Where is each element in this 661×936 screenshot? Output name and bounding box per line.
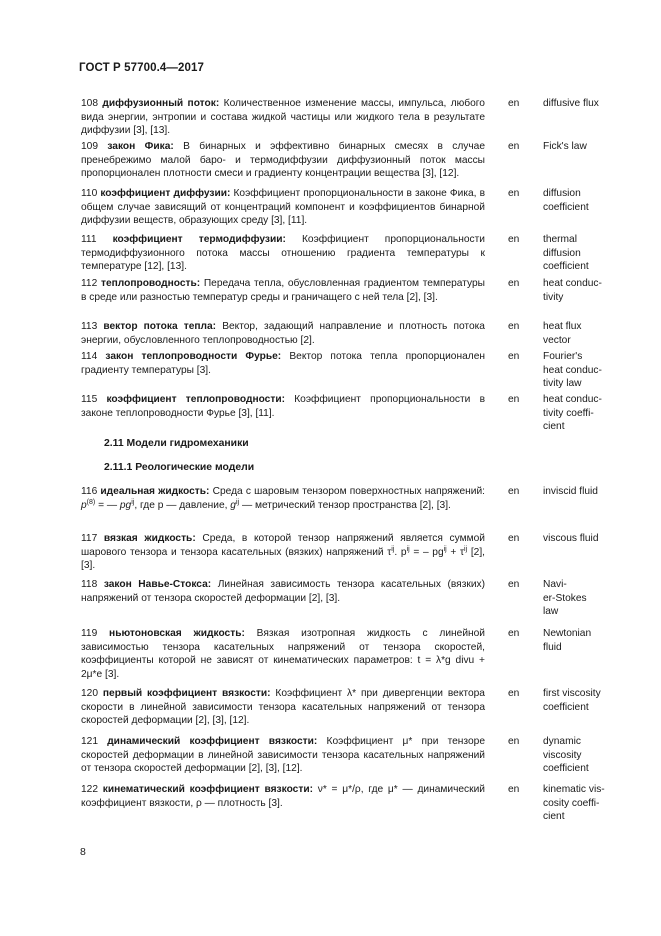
document-header: ГОСТ Р 57700.4—2017 xyxy=(79,62,204,74)
en-term: Fick's law xyxy=(543,141,587,152)
lang-code: en xyxy=(508,188,520,199)
lang-code: en xyxy=(508,688,520,699)
subsection-heading: 2.11.1 Реологические модели xyxy=(104,462,255,473)
lang-code: en xyxy=(508,394,520,405)
entry-117: 117 вязкая жидкость: Среда, в которой тензор напряжений является суммой шарового тензора и тензора касательных (вязких) напряжений $\tau^{ij}$. $p^{ij}$ = – $pg^{ij} + \tau^{ij}$ [2], [3]. xyxy=(81,533,485,572)
lang-code: en xyxy=(508,736,520,747)
lang-code: en xyxy=(508,321,520,332)
lang-code: en xyxy=(508,141,520,152)
entry-120: 120 первый коэффициент вязкости: Коэффициент λ* при дивергенции вектора скорости в линейной зависимости тензора касательных напряжений от тензора скоростей деформации [2], [3], [12]. xyxy=(81,688,485,727)
lang-code: en xyxy=(508,784,520,795)
entry-108: 108 диффузионный поток: Количественное изменение массы, импульса, любого вида энергии, энтропии и состава жидкой частицы или жидкого тела в результате диффузии [3], [13]. xyxy=(81,98,485,137)
lang-code: en xyxy=(508,234,520,245)
entry-109: 109 закон Фика: В бинарных и эффективно бинарных смесях в случае пренебрежимо малой баро- и термодиффузии диффузионный поток массы пропорционален плотности смеси и градиенту концентрации вещества [3], [12]. xyxy=(81,141,485,180)
entry-122: 122 кинематический коэффициент вязкости: ν* = μ*/ρ, где μ* — динамический коэффициент вязкости, ρ — плотность [3]. xyxy=(81,784,485,809)
entry-116: 116 идеальная жидкость: Среда с шаровым тензором поверхностных напряжений: $p^{(8)}$ = — $pg^{ij}$, где p — давление, $g^{ij}$ — метрический тензор пространства [2], [3]. xyxy=(81,486,485,511)
en-term: Newtonian fluid xyxy=(543,628,592,653)
en-term: diffusion coefficient xyxy=(543,188,589,213)
lang-code: en xyxy=(508,351,520,362)
entry-115: 115 коэффициент теплопроводности: Коэффициент пропорциональности в законе теплопроводности Фурье [3], [11]. xyxy=(81,394,485,419)
lang-code: en xyxy=(508,98,520,109)
en-term: heat conduc- tivity coeffi- cient xyxy=(543,394,602,433)
entry-119: 119 ньютоновская жидкость: Вязкая изотропная жидкость с линейной зависимостью тензора касательных напряжений от тензора скоростей, коэффициенты которой не зависят от кинематических параметров: t = λ*g divu + 2μ*e [3]. xyxy=(81,628,485,680)
entry-112: 112 теплопроводность: Передача тепла, обусловленная градиентом температуры в среде или разностью температур среды и граничащего с ней тела [2], [3]. xyxy=(81,278,485,303)
lang-code: en xyxy=(508,579,520,590)
lang-code: en xyxy=(508,486,520,497)
en-term: heat flux vector xyxy=(543,321,582,346)
en-term: dynamic viscosity coefficient xyxy=(543,736,589,775)
entry-113: 113 вектор потока тепла: Вектор, задающий направление и плотность потока энергии, обусловленного теплопроводностью [2]. xyxy=(81,321,485,346)
entry-121: 121 динамический коэффициент вязкости: Коэффициент μ* при тензоре скоростей деформации в линейной зависимости тензора касательных напряжений от тензора скоростей деформации [2], [3], [12]. xyxy=(81,736,485,775)
en-term: heat conduc- tivity xyxy=(543,278,602,303)
entry-111: 111 коэффициент термодиффузии: Коэффициент пропорциональности термодиффузионного потока массы отношению градиента температуры к температуре [12], [13]. xyxy=(81,234,485,273)
en-term: viscous fluid xyxy=(543,533,599,544)
en-term: thermal diffusion coefficient xyxy=(543,234,589,273)
lang-code: en xyxy=(508,628,520,639)
en-term: Fourier's heat conduc- tivity law xyxy=(543,351,602,390)
lang-code: en xyxy=(508,533,520,544)
en-term: inviscid fluid xyxy=(543,486,598,497)
en-term: Navi- er-Stokes law xyxy=(543,579,587,618)
en-term: first viscosity coefficient xyxy=(543,688,601,713)
entry-114: 114 закон теплопроводности Фурье: Вектор потока тепла пропорционален градиенту температуры [3]. xyxy=(81,351,485,376)
entry-110: 110 коэффициент диффузии: Коэффициент пропорциональности в законе Фика, в общем случае зависящий от концентраций компонент и коэффициентов бинарной диффузии веществ, образующих среду [3], [11]. xyxy=(81,188,485,227)
section-heading: 2.11 Модели гидромеханики xyxy=(104,438,249,449)
entry-118: 118 закон Навье-Стокса: Линейная зависимость тензора касательных (вязких) напряжений от тензора скоростей деформации [2], [3]. xyxy=(81,579,485,604)
en-term: kinematic vis- cosity coeffi- cient xyxy=(543,784,605,823)
page-number: 8 xyxy=(80,846,86,858)
en-term: diffusive flux xyxy=(543,98,599,109)
lang-code: en xyxy=(508,278,520,289)
